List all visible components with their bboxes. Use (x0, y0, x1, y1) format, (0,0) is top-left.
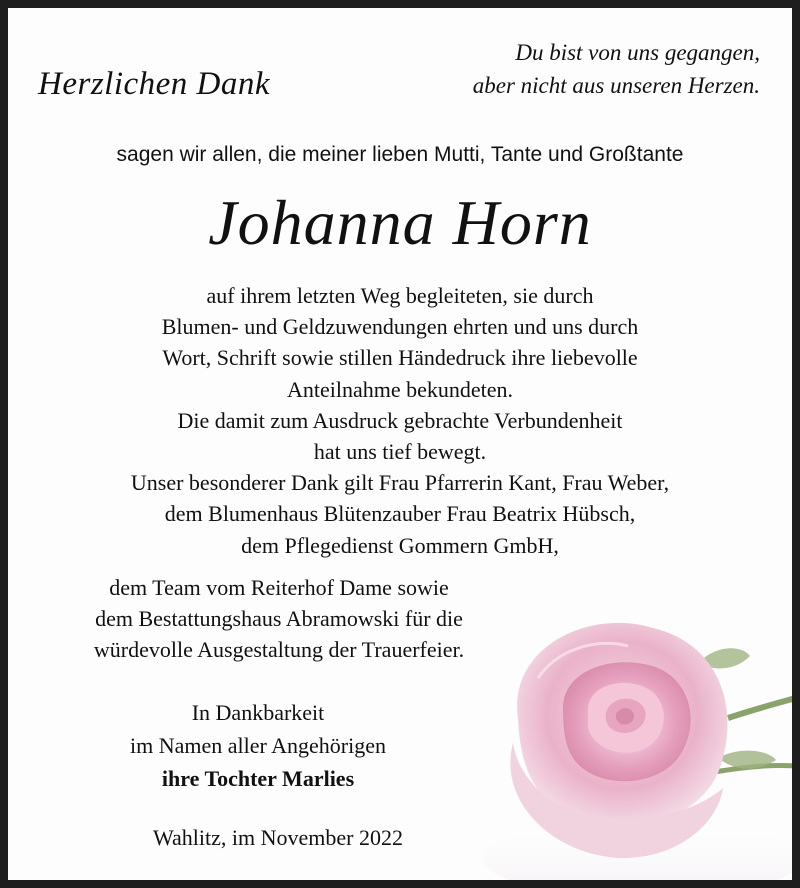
signature: ihre Tochter Marlies (161, 766, 355, 791)
body-line: würdevolle Ausgestaltung der Trauerfeier. (93, 637, 465, 663)
motto-line-1: Du bist von uns gegangen, (515, 40, 760, 65)
closing-line-2: im Namen aller Angehörigen (130, 733, 386, 758)
body-text (8, 280, 792, 561)
body-line: auf ihrem letzten Weg begleiteten, sie durch (206, 283, 594, 308)
body-text-continued (36, 572, 522, 666)
closing (78, 696, 438, 795)
place-date: Wahlitz, im November 2022 (153, 825, 403, 850)
body-line: dem Team vom Reiterhof Dame sowie (109, 575, 449, 600)
body-line: Unser besonderer Dank gilt Frau Pfarrerin Kant, Frau Weber, (130, 470, 670, 496)
deceased-name: Johanna Horn (208, 187, 592, 258)
closing-line-1: In Dankbarkeit (191, 700, 325, 725)
body-line: Blumen- und Geldzuwendungen ehrten und uns durch (161, 314, 639, 340)
intro-text: sagen wir allen, die meiner lieben Mutti, Tante und Großtante (116, 143, 684, 166)
body-line: dem Blumenhaus Blütenzauber Frau Beatrix Hübsch, (164, 501, 636, 527)
body-line: hat uns tief bewegt. (313, 439, 487, 465)
motto (473, 36, 760, 102)
body-line: dem Bestattungshaus Abramowski für die (95, 606, 463, 632)
body-line: dem Pflegedienst Gommern GmbH, (241, 532, 559, 558)
motto-line-2: aber nicht aus unseren Herzen. (472, 73, 760, 98)
heading-thanks: Herzlichen Dank (38, 66, 271, 102)
body-line: Anteilnahme bekundeten. (286, 376, 514, 402)
rose-icon (478, 568, 800, 888)
body-line: Die damit zum Ausdruck gebrachte Verbundenheit (177, 407, 623, 433)
body-line: Wort, Schrift sowie stillen Händedruck ihre liebevolle (162, 345, 638, 371)
